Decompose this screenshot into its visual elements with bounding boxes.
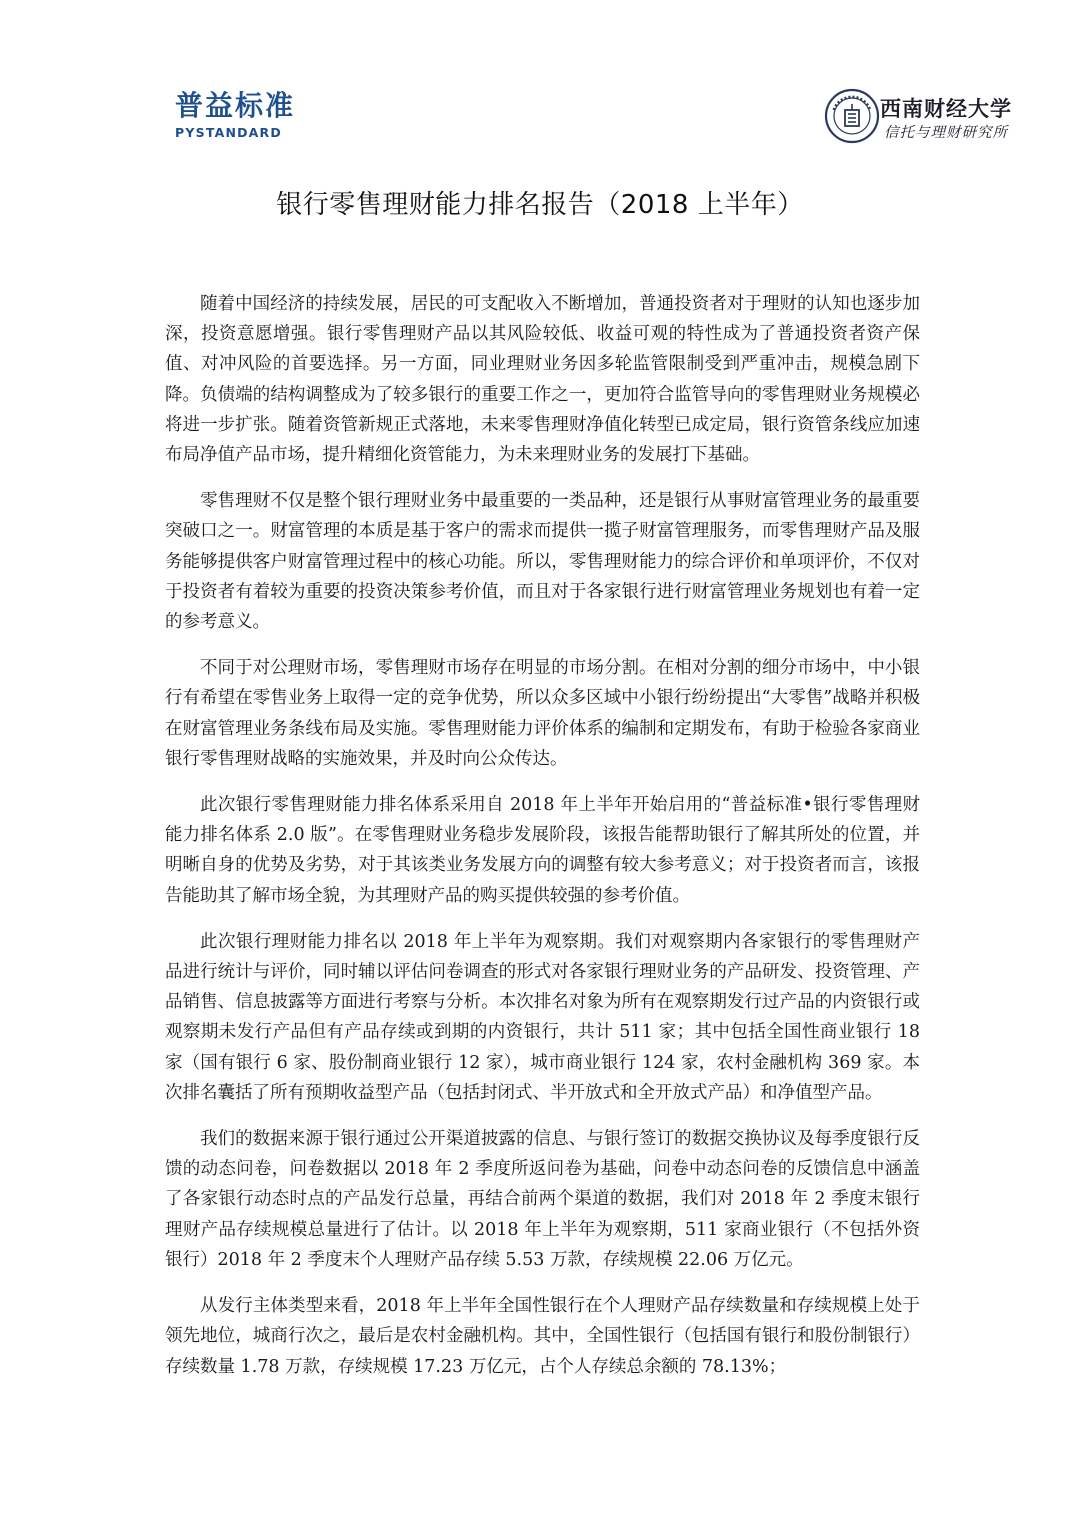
- paragraph-5: 此次银行理财能力排名以 2018 年上半年为观察期。我们对观察期内各家银行的零售理财产品进行统计与评价，同时辅以评估问卷调查的形式对各家银行理财业务的产品研发、投资管理、产品销售、信息披露等方面进行考察与分析。本次排名对象为所有在观察期发行过产品的内资银行或观察期未发行产品但有产品存续或到期的内资银行，共计 511 家；其中包括全国性商业银行 18 家（国有银行 6 家、股份制商业银行 12 家），城市商业银行 124 家，农村金融机构 369 家。本次排名囊括了所有预期收益型产品（包括封闭式、半开放式和全开放式产品）和净值型产品。: [165, 931, 920, 1103]
- paragraph-4: 此次银行零售理财能力排名体系采用自 2018 年上半年开始启用的“普益标准•银行零售理财能力排名体系 2.0 版”。在零售理财业务稳步发展阶段，该报告能帮助银行了解其所处的位置，并明晰自身的优势及劣势，对于其该类业务发展方向的调整有较大参考意义；对于投资者而言，该报告能助其了解市场全貌，为其理财产品的购买提供较强的参考价值。: [165, 795, 920, 906]
- paragraph-3: 不同于对公理财市场，零售理财市场存在明显的市场分割。在相对分割的细分市场中，中小银行有希望在零售业务上取得一定的竞争优势，所以众多区域中小银行纷纷提出“大零售”战略并积极在财富管理业务条线布局及实施。零售理财能力评价体系的编制和定期发布，有助于检验各家商业银行零售理财战略的实施效果，并及时向公众传达。: [165, 658, 920, 769]
- paragraph-2: 零售理财不仅是整个银行理财业务中最重要的一类品种，还是银行从事财富管理业务的最重要突破口之一。财富管理的本质是基于客户的需求而提供一揽子财富管理服务，而零售理财产品及服务能够提供客户财富管理过程中的核心功能。所以，零售理财能力的综合评价和单项评价，不仅对于投资者有着较为重要的投资决策参考价值，而且对于各家银行进行财富管理业务规划也有着一定的参考意义。: [165, 491, 920, 633]
- pystandard-logo-en: PYSTANDARD: [175, 125, 282, 140]
- report-title: 银行零售理财能力排名报告（2018 上半年）: [276, 190, 804, 220]
- paragraph-6: 我们的数据来源于银行通过公开渠道披露的信息、与银行签订的数据交换协议及每季度银行反馈的动态问卷，问卷数据以 2018 年 2 季度所返问卷为基础，问卷中动态问卷的反馈信息中涵盖了各家银行动态时点的产品发行总量，再结合前两个渠道的数据，我们对 2018 年 2 季度末银行理财产品存续规模总量进行了估计。以 2018 年上半年为观察期，511 家商业银行（不包括外资银行）2018 年 2 季度末个人理财产品存续 5.53 万款，存续规模 22.06 万亿元。: [165, 1129, 920, 1270]
- university-name: 西南财经大学: [880, 96, 1012, 121]
- university-seal-icon: [824, 88, 880, 144]
- page-header: [0, 0, 1080, 170]
- pystandard-logo-cn: 普益标准: [175, 89, 296, 122]
- institute-name: 信托与理财研究所: [884, 125, 1008, 141]
- pystandard-logo: [175, 90, 335, 141]
- paragraph-7: 从发行主体类型来看，2018 年上半年全国性银行在个人理财产品存续数量和存续规模上处于领先地位，城商行次之，最后是农村金融机构。其中，全国性银行（包括国有银行和股份制银行）存续数量 1.78 万款，存续规模 17.23 万亿元，占个人存续总余额的 78.13%；: [165, 1296, 920, 1377]
- report-body: [165, 289, 920, 1398]
- swufe-logo: [824, 88, 1024, 148]
- paragraph-1: 随着中国经济的持续发展，居民的可支配收入不断增加，普通投资者对于理财的认知也逐步加深，投资意愿增强。银行零售理财产品以其风险较低、收益可观的特性成为了普通投资者资产保值、对冲风险的首要选择。另一方面，同业理财业务因多轮监管限制受到严重冲击，规模急剧下降。负债端的结构调整成为了较多银行的重要工作之一，更加符合监管导向的零售理财业务规模必将进一步扩张。随着资管新规正式落地，未来零售理财净值化转型已成定局，银行资管条线应加速布局净值产品市场，提升精细化资管能力，为未来理财业务的发展打下基础。: [165, 294, 920, 466]
